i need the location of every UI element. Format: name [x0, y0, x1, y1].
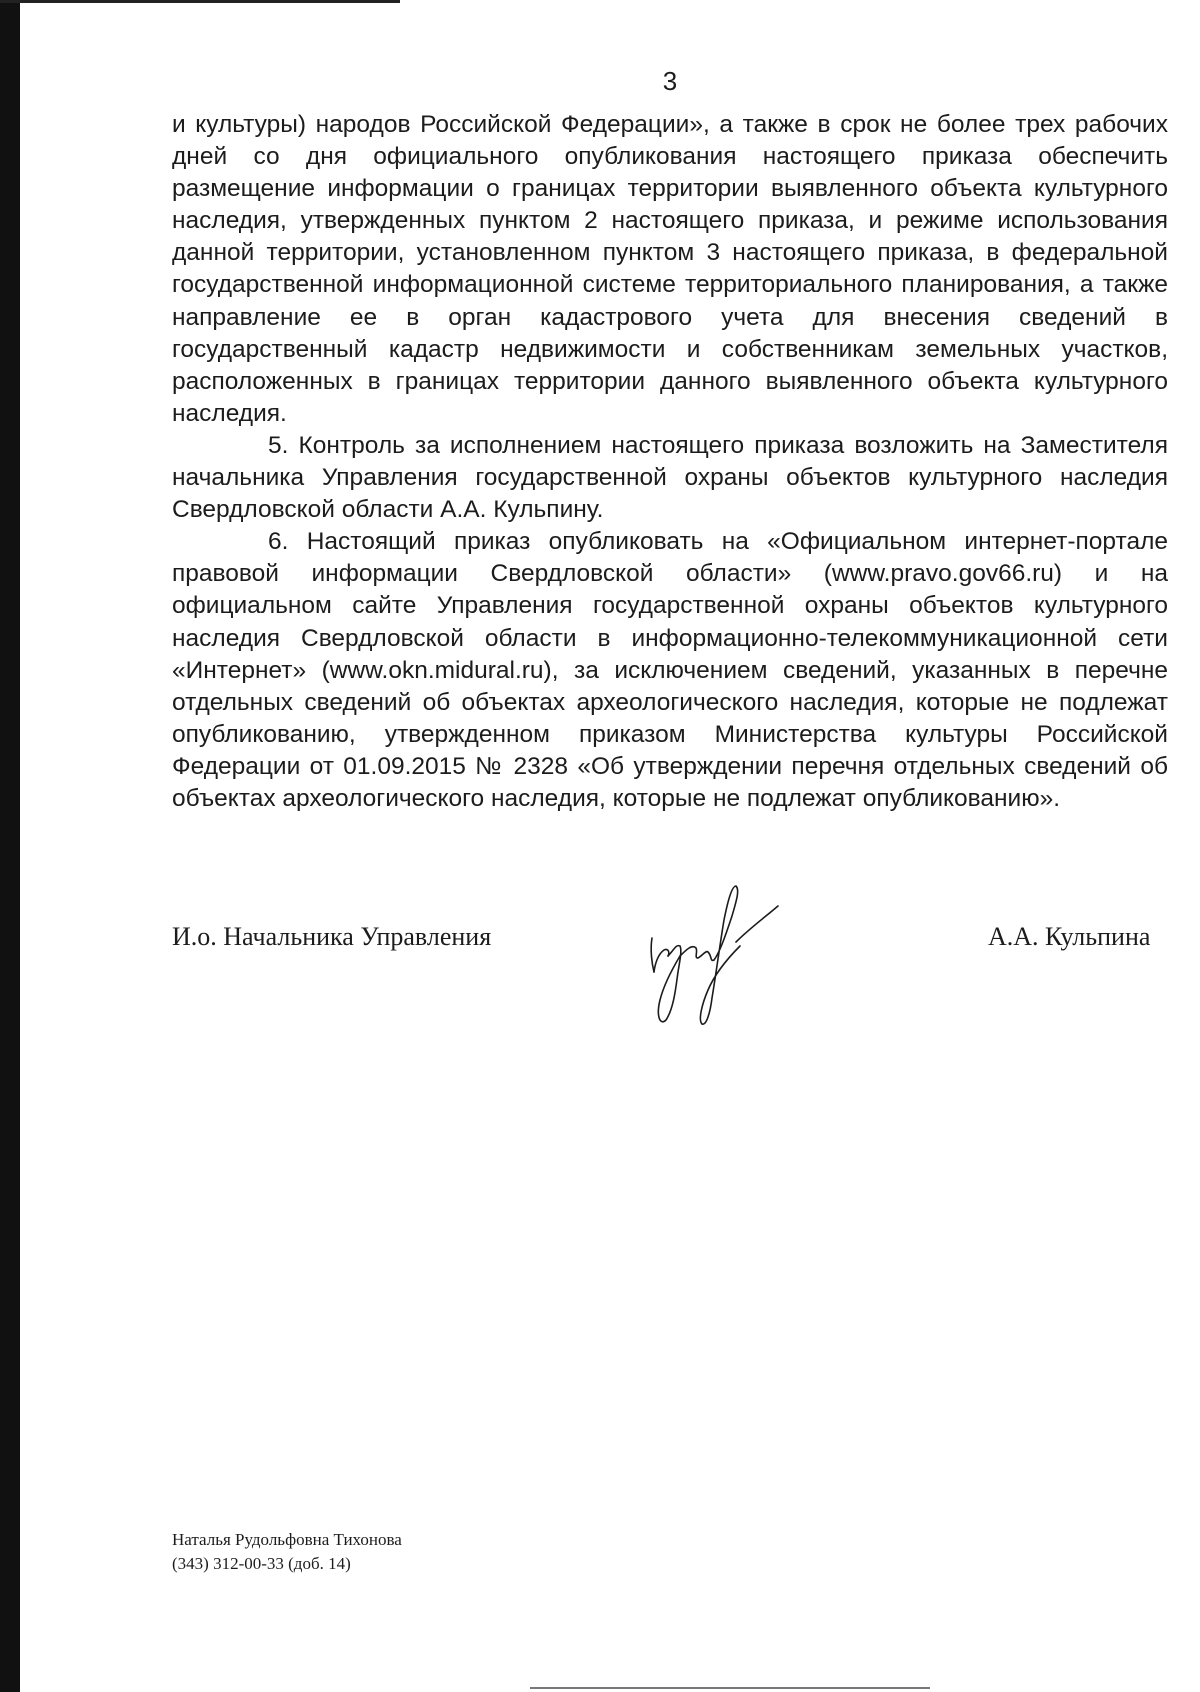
paragraph-item-6: 6. Настоящий приказ опубликовать на «Официальном интернет-портале правовой информации Свердловской области» (www.pravo.gov66.ru) и на официальном сайте Управления государственной охраны объектов культурного наследия Свердловской области в информационно-телекоммуникационной сети «Интернет» (www.okn.midural.ru), за исключением сведений, указанных в перечне отдельных сведений об объектах археологического наследия, которые не подлежат опубликованию, утвержденном приказом Министерства культуры Российской Федерации от 01.09.2015 № 2328 «Об утверждении перечня отдельных сведений об объектах археологического наследия, которые не подлежат опубликованию». [172, 528, 1168, 812]
paragraph-continuation: и культуры) народов Российской Федерации», а также в срок не более трех рабочих дней со дня официального опубликования настоящего приказа обеспечить размещение информации о границах территории выявленного объекта культурного наследия, утвержденных пунктом 2 настоящего приказа, и режиме использования данной территории, установленном пунктом 3 настоящего приказа, в федеральной государственной информационной системе территориального планирования, а также направление ее в орган кадастрового учета для внесения сведений в государственный кадастр недвижимости и собственникам земельных участков, расположенных в границах территории данного выявленного объекта культурного наследия. [172, 111, 1168, 427]
paragraph-item-5: 5. Контроль за исполнением настоящего приказа возложить на Заместителя начальника Управления государственной охраны объектов культурного наследия Свердловской области А.А. Кульпину. [172, 431, 1168, 524]
signatory-name: А.А. Кульпина [988, 922, 1151, 951]
handwritten-signature [640, 880, 800, 1030]
scan-edge-top [0, 0, 400, 3]
signatory-title: И.о. Начальника Управления [172, 922, 492, 951]
document-body [172, 109, 1168, 815]
contact-phone: (343) 312-00-33 (доб. 14) [172, 1554, 351, 1573]
contact-person: Наталья Рудольфовна Тихонова [172, 1530, 402, 1549]
contact-block [172, 1528, 402, 1576]
scan-edge-left [0, 0, 20, 1692]
page-number: 3 [662, 66, 678, 96]
scan-edge-bottom [530, 1687, 930, 1689]
